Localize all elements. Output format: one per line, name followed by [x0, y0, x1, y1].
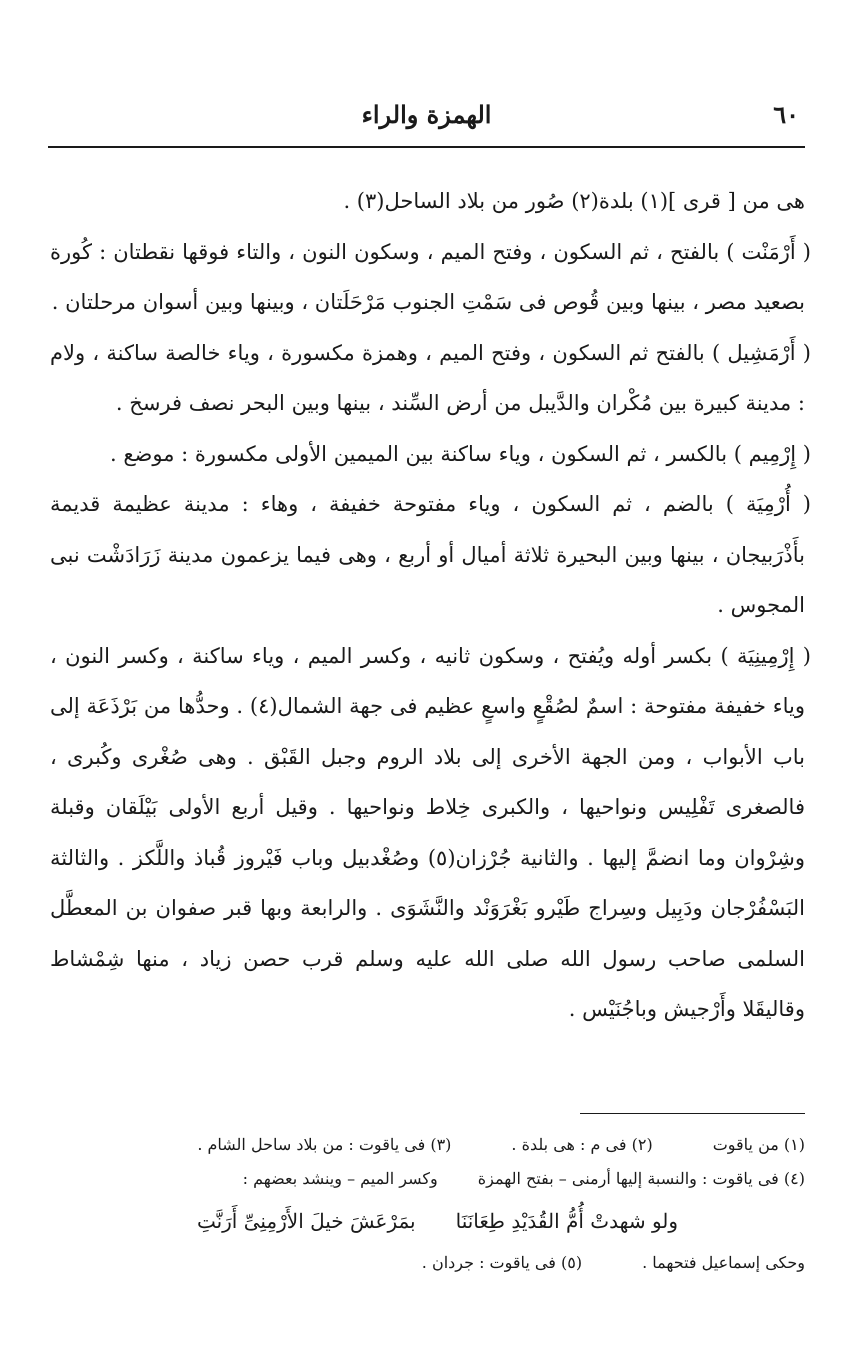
entry-armashil: ( أَرْمَشِيل ) بالفتح ثم السكون ، وفتح الميم ، وهمزة مكسورة ، وياء خالصة ساكنة ، ولام : مدينة كبيرة بين مُكْران والدَّيبل من أرض السِّند ، بينها وبين البحر نصف فرسخ .	[50, 340, 811, 415]
footnote-2: (٢) فى م : هى بلدة .	[511, 1135, 653, 1154]
entry-armant: ( أَرْمَنْت ) بالفتح ، ثم السكون ، وفتح الميم ، وسكون النون ، والتاء فوقها نقطتان : كُورة بصعيد مصر ، بينها وبين قُوص فى سَمْتِ الجنوب مَرْحَلَتان ، وبينها وبين أسوان مرحلتان .	[50, 239, 811, 314]
footnotes	[90, 1128, 805, 1280]
header-rule	[48, 146, 805, 148]
paragraph-continuation: هى من [ قرى ](١) بلدة(٢) صُور من بلاد الساحل(٣) .	[343, 189, 805, 213]
footnote-4-part-3: وحكى إسماعيل فتحهما .	[642, 1253, 805, 1272]
footnote-1: (١) من ياقوت	[712, 1135, 805, 1154]
verse-hemistich-2: بمَرْعَشَ خيلَ الأَرْمِنِىِّ أَرَنَّتِ	[196, 1209, 416, 1233]
running-title: الهمزة والراء	[361, 100, 492, 129]
footnote-4-part-2: وكسر الميم – وينشد بعضهم :	[242, 1169, 438, 1188]
entry-urmiya: ( أُرْمِيَة ) بالضم ، ثم السكون ، وياء مفتوحة خفيفة ، وهاء : مدينة عظيمة قديمة بأَذْرَبيجان ، بينها وبين البحيرة ثلاثة أميال أو أربع ، وهى فيما يزعمون مدينة زَرَادَشْت نبى المجوس .	[50, 492, 811, 617]
footnote-3: (٣) فى ياقوت : من بلاد ساحل الشام .	[197, 1135, 452, 1154]
main-text	[50, 176, 811, 1035]
footnote-line-3	[90, 1246, 805, 1280]
footnote-5: (٥) فى ياقوت : جردان .	[421, 1253, 583, 1272]
page-header	[48, 96, 805, 136]
entry-irminiya: ( إِرْمِينِيَة ) بكسر أوله ويُفتح ، وسكون ثانيه ، وكسر الميم ، وياء ساكنة ، وكسر النون ، وياء خفيفة مفتوحة : اسمٌ لصُقْعٍ واسعٍ عظيم فى جهة الشمال(٤) . وحدُّها من بَرْذَعَة إلى باب الأبواب ، ومن الجهة الأخرى إلى بلاد الروم وجبل القَبْق . وهى صُغْرى وكُبرى ، فالصغرى تَفْلِيس ونواحيها ، والكبرى خِلاط ونواحيها . وقيل أربع الأولى بَيْلَقان وقبلة وشِرْوان وما انضمَّ إليها . والثانية جُرْزان(٥) وصُغْدبيل وباب فَيْروز قُباذ واللَّكز . والثالثة البَسْفُرْجان ودَبِيل وسِراج طَيْرو بَغْرَوَنْد والنَّشَوَى . والرابعة وبها قبر صفوان بن المعطَّل السلمى صاحب رسول الله صلى الله عليه وسلم قرب حصن زياد ، منها شِمْشاط وقاليقَلا وأَرْجيش وباجُنَيْس .	[50, 643, 811, 1021]
page-number: ٦٠	[773, 100, 799, 129]
footnote-line-1	[90, 1128, 805, 1162]
footnote-verse	[90, 1196, 805, 1246]
footnote-rule	[580, 1113, 805, 1114]
verse-hemistich-1: ولو شهدتْ أُمُّ القُدَيْدِ طِعَانَنَا	[455, 1209, 679, 1233]
footnote-line-2	[90, 1162, 805, 1196]
footnote-4-part-1: (٤) فى ياقوت : والنسبة إليها أرمنى – بفتح الهمزة	[477, 1169, 805, 1188]
entry-irmim: ( إِرْمِيم ) بالكسر ، ثم السكون ، وياء ساكنة بين الميمين الأولى مكسورة : موضع .	[110, 441, 811, 466]
